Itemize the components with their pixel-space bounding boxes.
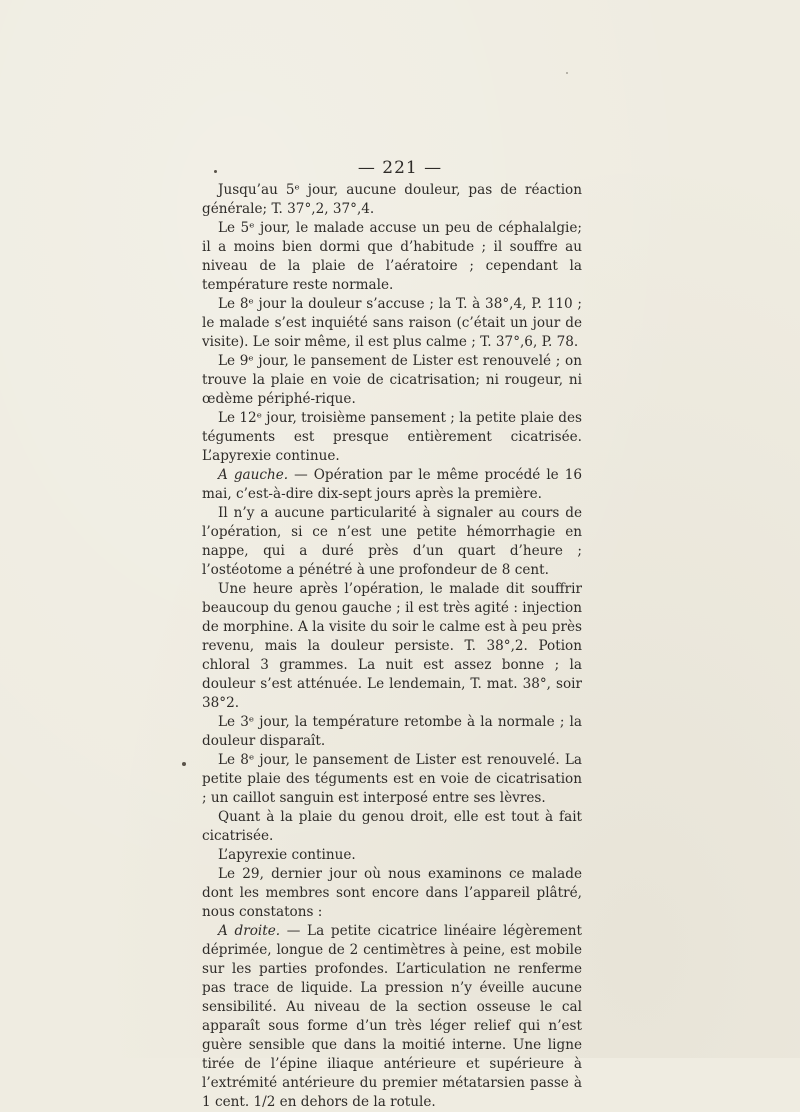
paragraph-text: Le 8ᵉ jour la douleur s’accuse ; la T. à 38°,4, P. 110 ; le malade s’est inquiété sans raison (c’était un jour de visite). Le soir même, il est plus calme ; T. 37°,6, P. 78. [202,296,582,350]
paragraph [202,295,582,352]
paragraph [202,504,582,580]
paragraph-lead: A gauche. [218,467,289,483]
paper-speck [182,762,186,766]
paragraph [202,409,582,466]
paragraph [202,713,582,751]
paragraph-lead: A droite. [218,923,281,939]
paragraph [202,751,582,808]
paragraph [202,922,582,1112]
paragraph-text: L’apyrexie continue. [218,847,356,863]
paragraph-text: Une heure après l’opération, le malade dit souffrir beaucoup du genou gauche ; il est très agité : injection de morphine. A la visite du soir le calme est à peu près revenu, mais la douleur persiste. T. 38°,2. Potion chloral 3 grammes. La nuit est assez bonne ; la douleur s’est atténuée. Le lendemain, T. mat. 38°, soir 38°2. [202,581,582,711]
paragraph-text: Quant à la plaie du genou droit, elle est tout à fait cicatrisée. [202,809,582,844]
body-text [202,181,582,1112]
paragraph-text: Le 29, dernier jour où nous examinons ce malade dont les membres sont encore dans l’appareil plâtré, nous constatons : [202,866,582,920]
paragraph [202,466,582,504]
paragraph [202,352,582,409]
paragraph-text: — La petite cicatrice linéaire légèrement déprimée, longue de 2 centimètres à peine, est mobile sur les parties profondes. L’articulation ne renferme pas trace de liquide. La pression n’y éveille aucune sensibilité. Au niveau de la section osseuse le cal apparaît sous forme d’un très léger relief qui n’est guère sensible que dans la moitié interne. Une ligne tirée de l’épine iliaque antérieure et supérieure à l’extrémité antérieure du premier métatarsien passe à 1 cent. 1/2 en dehors de la rotule. [202,923,583,1110]
paper-speck [566,72,568,74]
paragraph [202,846,582,865]
paragraph-text: Le 9ᵉ jour, le pansement de Lister est renouvelé ; on trouve la plaie en voie de cicatrisation; ni rougeur, ni œdème périphé-rique. [202,353,582,407]
paragraph-text: Le 5ᵉ jour, le malade accuse un peu de céphalalgie; il a moins bien dormi que d’habitude ; il souffre au niveau de la plaie de l’aératoire ; cependant la température reste normale. [202,220,582,293]
paragraph [202,580,582,713]
paragraph-text: Le 3ᵉ jour, la température retombe à la normale ; la douleur disparaît. [202,714,582,749]
paragraph-text: Il n’y a aucune particularité à signaler au cours de l’opération, si ce n’est une petite hémorrhagie en nappe, qui a duré près d’un quart d’heure ; l’ostéotome a pénétré à une profondeur de 8 cent. [202,505,582,578]
paragraph-text: Le 8ᵉ jour, le pansement de Lister est renouvelé. La petite plaie des téguments est en voie de cicatrisation ; un caillot sanguin est interposé entre ses lèvres. [202,752,582,806]
paragraph-text: — Opération par le même procédé le 16 mai, c’est-à-dire dix-sept jours après la première. [202,467,583,502]
paragraph [202,219,582,295]
paragraph [202,808,582,846]
paper-speck [214,170,217,173]
paragraph-text: Le 12ᵉ jour, troisième pansement ; la petite plaie des téguments est presque entièrement cicatrisée. L’apyrexie continue. [202,410,582,464]
paragraph [202,181,582,219]
paragraph-text: Jusqu’au 5ᵉ jour, aucune douleur, pas de réaction générale; T. 37°,2, 37°,4. [202,182,582,217]
paragraph [202,865,582,922]
page-number: — 221 — [357,158,443,178]
